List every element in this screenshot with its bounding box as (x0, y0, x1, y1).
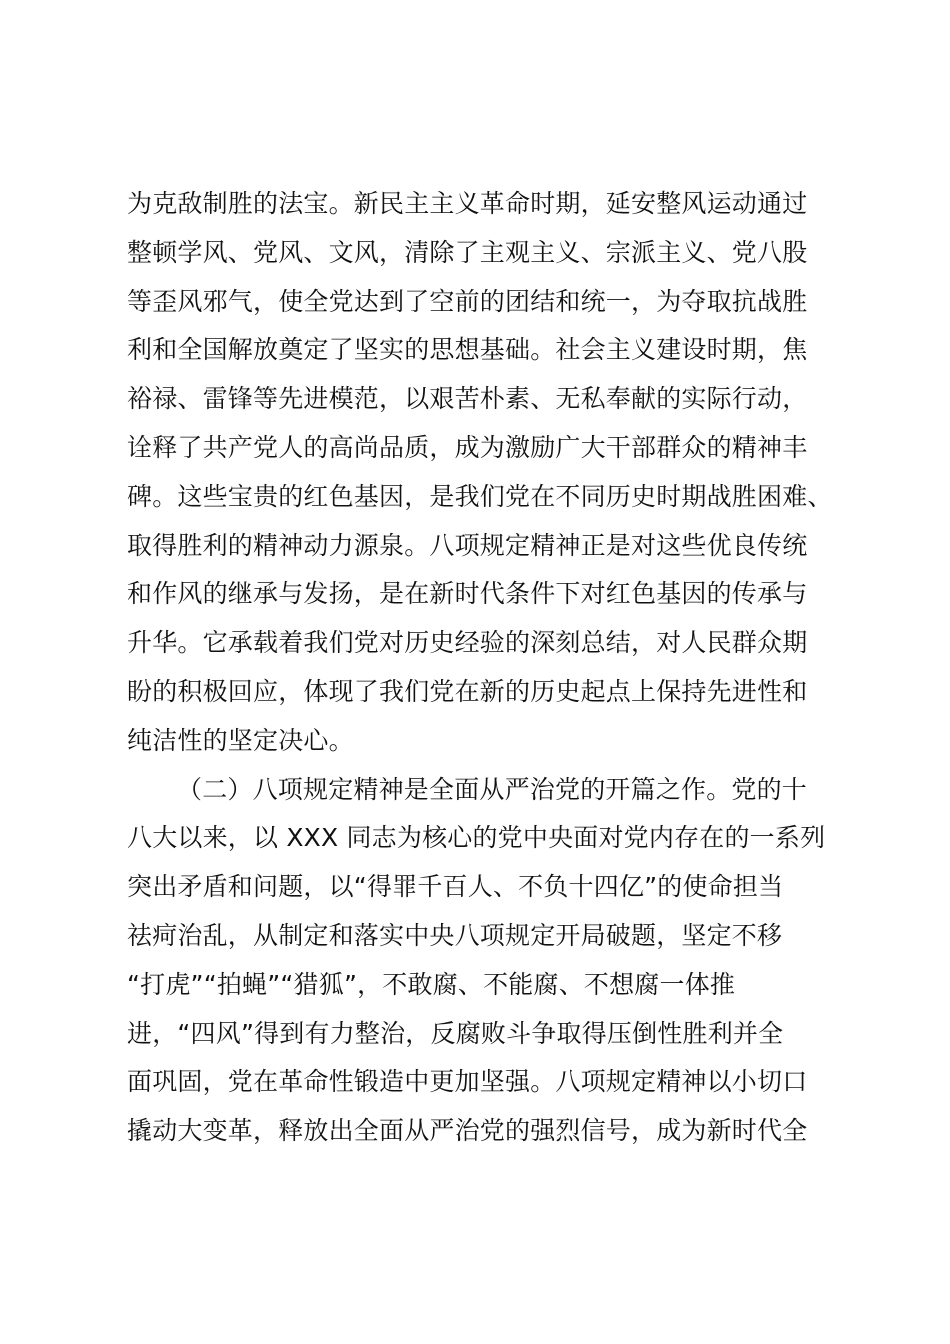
text-line: 突出矛盾和问题，以“得罪千百人、不负十四亿”的使命担当 (127, 872, 784, 902)
text-line: 裕禄、雷锋等先进模范，以艰苦朴素、无私奉献的实际行动， (127, 384, 808, 414)
text-line: 盼的积极回应，体现了我们党在新的历史起点上保持先进性和 (127, 676, 808, 706)
text-line: 撬动大变革，释放出全面从严治党的强烈信号，成为新时代全 (127, 1116, 808, 1146)
text-line: 碑。这些宝贵的红色基因，是我们党在不同历史时期战胜困难、 (127, 481, 833, 511)
text-line: 等歪风邪气，使全党达到了空前的团结和统一，为夺取抗战胜 (127, 286, 808, 316)
text-line: 和作风的继承与发扬，是在新时代条件下对红色基因的传承与 (127, 579, 808, 609)
body-text (127, 180, 847, 1156)
text-line: 面巩固，党在革命性锻造中更加坚强。八项规定精神以小切口 (127, 1067, 808, 1097)
text-line: 诠释了共产党人的高尚品质，成为激励广大干部群众的精神丰 (127, 432, 808, 462)
text-line: 纯洁性的坚定决心。 (127, 725, 354, 755)
text-line: 整顿学风、党风、文风，清除了主观主义、宗派主义、党八股 (127, 237, 808, 267)
text-line: 进，“四风”得到有力整治，反腐败斗争取得压倒性胜利并全 (127, 1018, 784, 1048)
text-line: 取得胜利的精神动力源泉。八项规定精神正是对这些优良传统 (127, 530, 808, 560)
text-line: 为克敌制胜的法宝。新民主主义革命时期，延安整风运动通过 (127, 189, 808, 218)
text-line: 八大以来，以 XXX 同志为核心的党中央面对党内存在的一系列 (127, 823, 826, 853)
text-line: 升华。它承载着我们党对历史经验的深刻总结，对人民群众期 (127, 628, 808, 658)
text-line: 祛疴治乱，从制定和落实中央八项规定开局破题，坚定不移 (127, 920, 783, 950)
section-heading-line: （二）八项规定精神是全面从严治党的开篇之作。党的十 (177, 774, 808, 804)
text-line: 利和全国解放奠定了坚实的思想基础。社会主义建设时期，焦 (127, 335, 808, 365)
text-line: “打虎”“拍蝇”“猎狐”，不敢腐、不能腐、不想腐一体推 (127, 969, 736, 999)
